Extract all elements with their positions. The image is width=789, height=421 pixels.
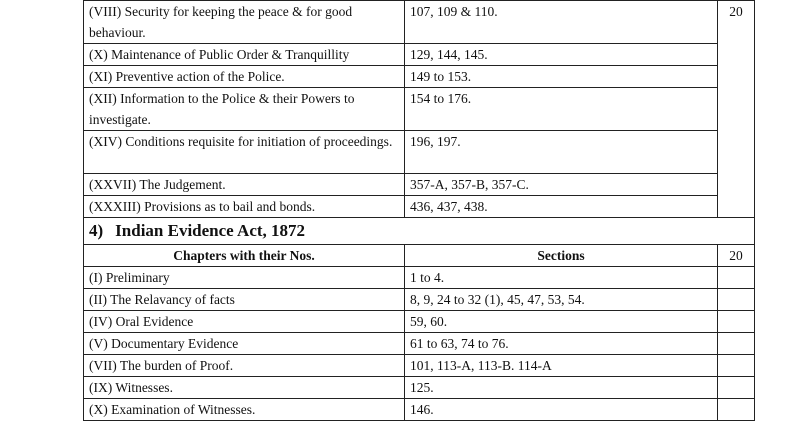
empty-cell xyxy=(718,399,755,421)
sections-cell: 59, 60. xyxy=(405,311,718,333)
table-row xyxy=(84,44,755,66)
sections-cell: 149 to 153. xyxy=(405,66,718,88)
chapter-cell: (II) The Relavancy of facts xyxy=(84,289,405,311)
syllabus-table xyxy=(83,0,755,421)
sections-cell: 8, 9, 24 to 32 (1), 45, 47, 53, 54. xyxy=(405,289,718,311)
section-title: Indian Evidence Act, 1872 xyxy=(115,221,306,240)
empty-cell xyxy=(718,289,755,311)
table-row xyxy=(84,66,755,88)
chapter-cell: (XIV) Conditions requisite for initiation of proceedings. xyxy=(84,131,405,174)
table-row xyxy=(84,88,755,131)
table-row xyxy=(84,174,755,196)
chapter-cell: (VII) The burden of Proof. xyxy=(84,355,405,377)
chapter-cell: (IX) Witnesses. xyxy=(84,377,405,399)
empty-cell xyxy=(718,267,755,289)
table-row xyxy=(84,355,755,377)
sections-cell: 357-A, 357-B, 357-C. xyxy=(405,174,718,196)
marks-cell: 20 xyxy=(718,1,755,218)
sections-cell: 436, 437, 438. xyxy=(405,196,718,218)
sections-column-header: Sections xyxy=(405,245,718,267)
table-row xyxy=(84,377,755,399)
table-row xyxy=(84,333,755,355)
chapter-cell: (VIII) Security for keeping the peace & for good behaviour. xyxy=(84,1,405,44)
sections-cell: 61 to 63, 74 to 76. xyxy=(405,333,718,355)
section-heading xyxy=(84,218,755,245)
sections-cell: 146. xyxy=(405,399,718,421)
chapter-cell: (X) Maintenance of Public Order & Tranquillity xyxy=(84,44,405,66)
chapters-column-header: Chapters with their Nos. xyxy=(84,245,405,267)
chapter-cell: (XII) Information to the Police & their Powers to investigate. xyxy=(84,88,405,131)
empty-cell xyxy=(718,355,755,377)
sections-cell: 1 to 4. xyxy=(405,267,718,289)
table-header-row xyxy=(84,245,755,267)
empty-cell xyxy=(718,333,755,355)
chapter-cell: (XXXIII) Provisions as to bail and bonds. xyxy=(84,196,405,218)
marks-cell: 20 xyxy=(718,245,755,267)
chapter-cell: (XXVII) The Judgement. xyxy=(84,174,405,196)
sections-cell: 196, 197. xyxy=(405,131,718,174)
sections-cell: 129, 144, 145. xyxy=(405,44,718,66)
section-number: 4) xyxy=(89,221,104,240)
chapter-cell: (V) Documentary Evidence xyxy=(84,333,405,355)
sections-cell: 125. xyxy=(405,377,718,399)
chapter-cell: (IV) Oral Evidence xyxy=(84,311,405,333)
chapter-cell: (X) Examination of Witnesses. xyxy=(84,399,405,421)
table-row xyxy=(84,131,755,174)
table-row xyxy=(84,399,755,421)
empty-cell xyxy=(718,311,755,333)
table-row xyxy=(84,1,755,44)
chapter-cell: (I) Preliminary xyxy=(84,267,405,289)
sections-cell: 107, 109 & 110. xyxy=(405,1,718,44)
table-row xyxy=(84,311,755,333)
chapter-cell: (XI) Preventive action of the Police. xyxy=(84,66,405,88)
table-row xyxy=(84,267,755,289)
empty-cell xyxy=(718,377,755,399)
sections-cell: 154 to 176. xyxy=(405,88,718,131)
table-row xyxy=(84,196,755,218)
section-heading-row xyxy=(84,218,755,245)
sections-cell: 101, 113-A, 113-B. 114-A xyxy=(405,355,718,377)
table-row xyxy=(84,289,755,311)
